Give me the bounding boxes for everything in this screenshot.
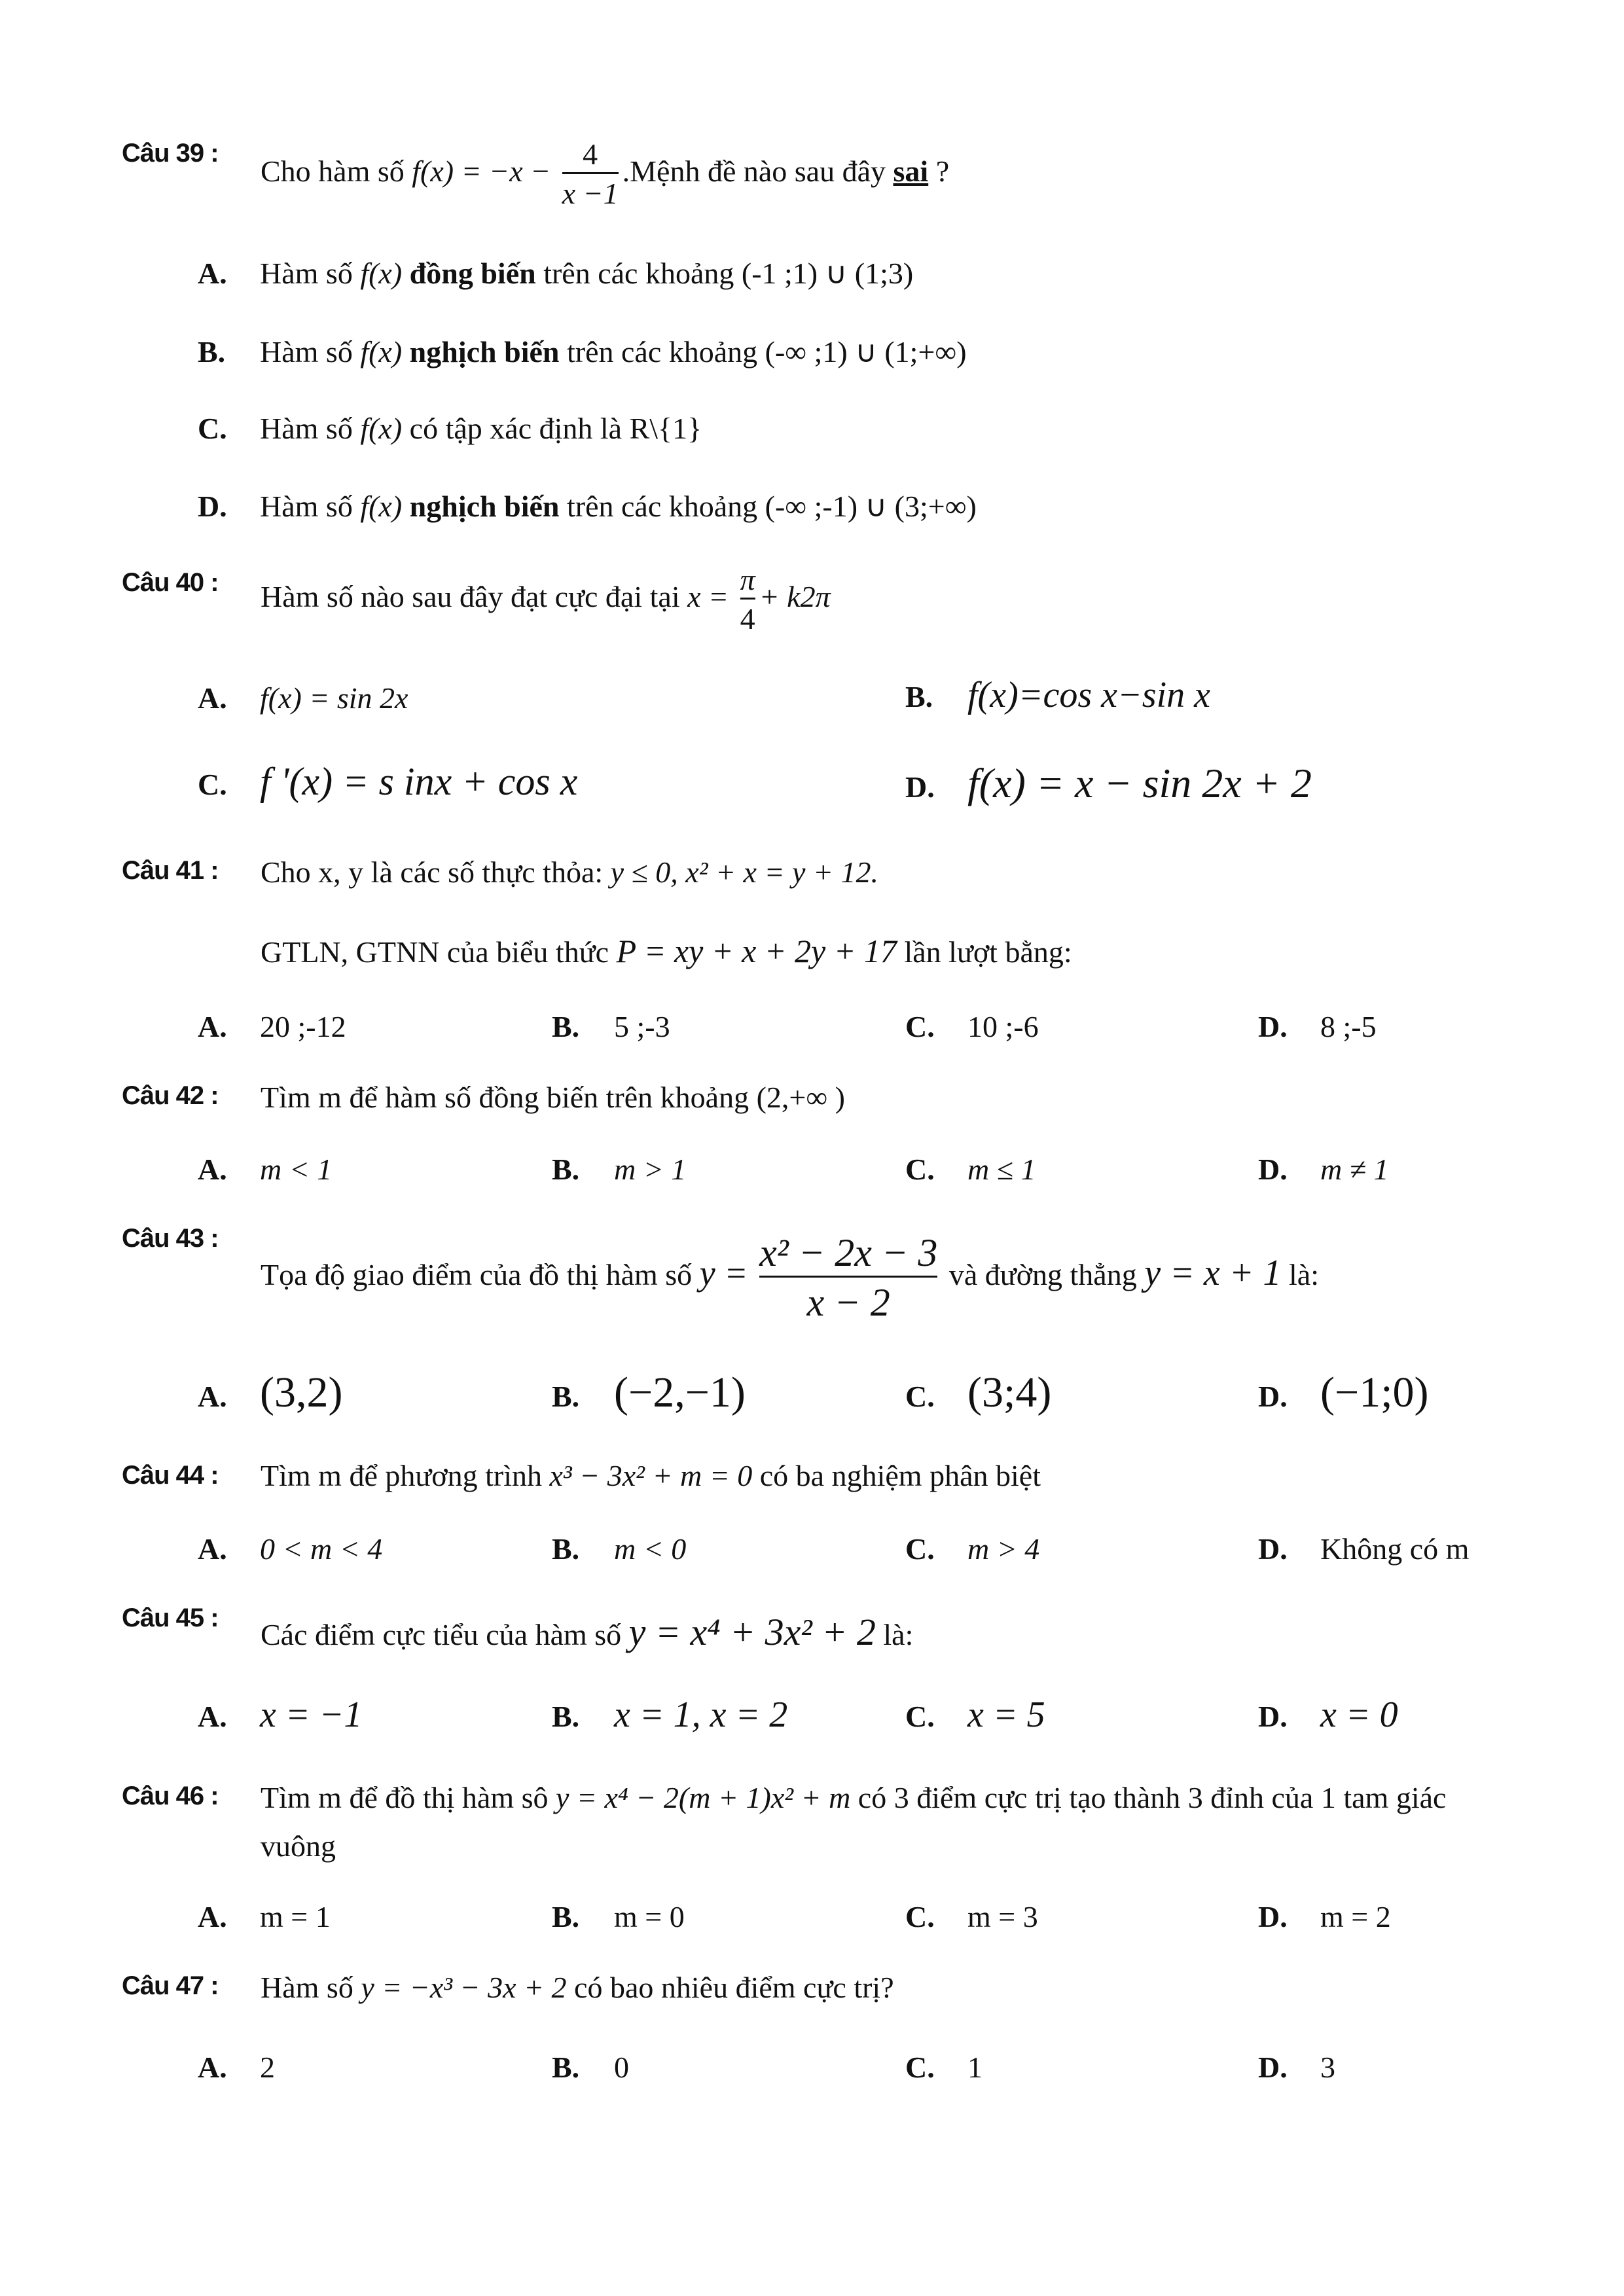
option-a[interactable]: A. Hàm số f(x) đồng biến trên các khoảng (-1 ;1) ∪ (1;3) (198, 257, 914, 290)
fraction: $\frac{4}{x -1}$ (562, 137, 619, 210)
question-number: Câu 45 : (122, 1604, 219, 1632)
option-b[interactable]: B. f(x)=cos x−sin x (905, 675, 1210, 715)
option-d[interactable]: D. 8 ;-5 (1258, 1010, 1377, 1043)
option-d[interactable]: D. Không có m (1258, 1532, 1470, 1566)
option-c[interactable]: C. 10 ;-6 (905, 1010, 1039, 1043)
question-stem: Các điểm cực tiểu của hàm số y = x⁴ + 3x² + 2 là: (261, 1611, 914, 1653)
option-a[interactable]: A. 2 (198, 2051, 275, 2084)
question-stem: Tọa độ giao điểm của đồ thị hàm số y = $\frac{\text{x² − 2x − 3}}{x - 2}$ và đường thẳng y = x + 1 là: (261, 1231, 1319, 1324)
question-number: Câu 46 : (122, 1782, 219, 1810)
question-number: Câu 40 : (122, 568, 219, 597)
fraction: $\frac{\pi}{4}$ (740, 563, 755, 636)
option-b[interactable]: B. 0 (552, 2051, 629, 2084)
option-a[interactable]: A. 20 ;-12 (198, 1010, 346, 1043)
question-stem: Hàm số y = −x³ − 3x + 2 có bao nhiêu điểm cực trị? (261, 1971, 894, 2004)
option-b[interactable]: B. m = 0 (552, 1900, 685, 1933)
question-stem: Hàm số nào sau đây đạt cực đại tại x = $\frac{\pi}{4}$ + k2π (261, 563, 831, 636)
option-c[interactable]: C. m ≤ 1 (905, 1153, 1036, 1186)
option-a[interactable]: A. f(x) = sin 2x (198, 681, 408, 715)
option-a[interactable]: A. x = −1 (198, 1695, 363, 1735)
option-b[interactable]: B. (−2,−1) (552, 1369, 746, 1416)
option-b[interactable]: B. Hàm số f(x) nghịch biến trên các khoảng (-∞ ;1) ∪ (1;+∞) (198, 335, 967, 368)
option-c[interactable]: C. m = 3 (905, 1900, 1038, 1933)
option-a[interactable]: A. m = 1 (198, 1900, 331, 1933)
question-stem: Tìm m để đồ thị hàm sô y = x⁴ − 2(m + 1)x² + m có 3 điểm cực trị tạo thành 3 đỉnh của 1 tam giác (261, 1781, 1447, 1814)
option-b[interactable]: B. m < 0 (552, 1532, 687, 1566)
option-d[interactable]: D. f(x) = x − sin 2x + 2 (905, 760, 1312, 806)
question-number: Câu 44 : (122, 1461, 219, 1490)
option-c[interactable]: C. Hàm số f(x) có tập xác định là R\{1} (198, 412, 702, 445)
question-stem-line-2: GTLN, GTNN của biểu thức P = xy + x + 2y + 17 lần lượt bằng: (261, 933, 1072, 969)
option-d[interactable]: D. m ≠ 1 (1258, 1153, 1389, 1186)
option-c[interactable]: C. (3;4) (905, 1369, 1052, 1416)
option-c[interactable]: C. x = 5 (905, 1695, 1045, 1735)
fraction: $\frac{\text{x² − 2x − 3}}{x - 2}$ (759, 1231, 938, 1324)
question-number: Câu 47 : (122, 1971, 219, 2000)
option-b[interactable]: B. x = 1, x = 2 (552, 1695, 788, 1735)
question-stem-line-2: vuông (261, 1829, 336, 1863)
question-number: Câu 43 : (122, 1224, 219, 1253)
question-number: Câu 42 : (122, 1081, 219, 1110)
option-a[interactable]: A. 0 < m < 4 (198, 1532, 383, 1566)
option-b[interactable]: B. 5 ;-3 (552, 1010, 670, 1043)
question-stem: Cho hàm số f(x) = −x − $\frac{4}{x -1}$ .Mệnh đề nào sau đây sai ? (261, 137, 950, 210)
option-c[interactable]: C. m > 4 (905, 1532, 1040, 1566)
question-stem: Tìm m để phương trình x³ − 3x² + m = 0 có ba nghiệm phân biệt (261, 1459, 1041, 1492)
question-stem: Tìm m để hàm số đồng biến trên khoảng (2,+∞ ) (261, 1081, 845, 1114)
option-d[interactable]: D. Hàm số f(x) nghịch biến trên các khoảng (-∞ ;-1) ∪ (3;+∞) (198, 490, 977, 523)
option-b[interactable]: B. m > 1 (552, 1153, 687, 1186)
question-number: Câu 41 : (122, 856, 219, 885)
option-c[interactable]: C. 1 (905, 2051, 983, 2084)
option-d[interactable]: D. x = 0 (1258, 1695, 1398, 1735)
option-c[interactable]: C. f '(x) = s inx + cos x (198, 760, 578, 803)
option-a[interactable]: A. (3,2) (198, 1369, 343, 1416)
option-d[interactable]: D. m = 2 (1258, 1900, 1391, 1933)
option-d[interactable]: D. (−1;0) (1258, 1369, 1429, 1416)
option-a[interactable]: A. m < 1 (198, 1153, 333, 1186)
question-number: Câu 39 : (122, 139, 219, 168)
question-stem: Cho x, y là các số thực thỏa: y ≤ 0, x² + x = y + 12. (261, 855, 878, 889)
option-d[interactable]: D. 3 (1258, 2051, 1335, 2084)
